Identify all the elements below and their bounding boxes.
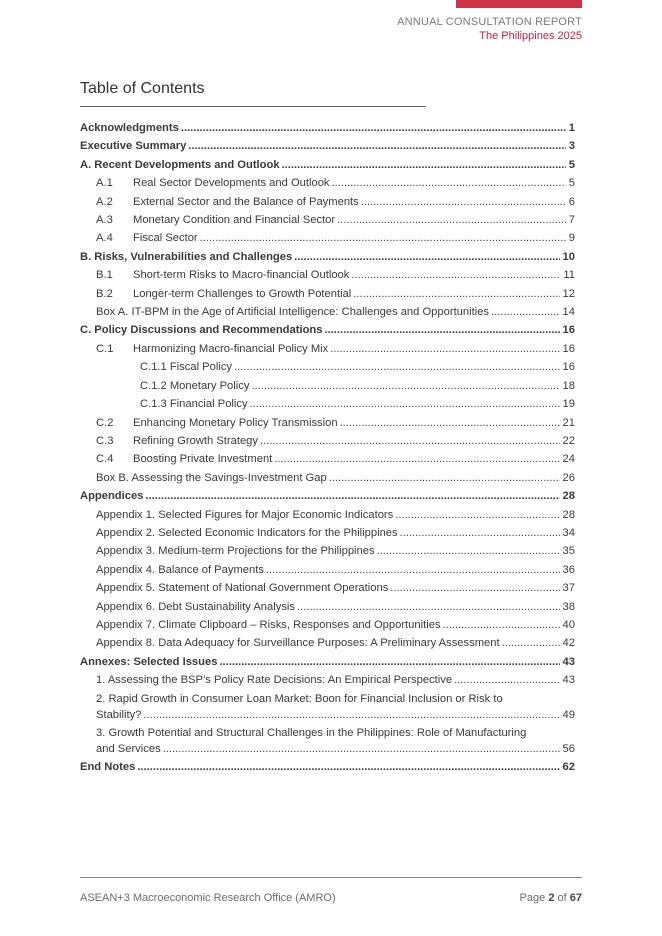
dot-leader (332, 174, 566, 192)
toc-page-number: 9 (568, 232, 575, 245)
dot-leader (181, 119, 566, 137)
toc-entry[interactable] (80, 229, 575, 247)
toc-entry-text: End Notes (80, 760, 136, 773)
toc-entry[interactable] (80, 248, 575, 266)
dot-leader (454, 671, 559, 689)
toc-page-number: 16 (562, 342, 575, 355)
toc-entry-text: Executive Summary (80, 140, 187, 153)
dot-leader (282, 156, 566, 174)
dot-leader (377, 542, 560, 560)
toc-entry-text: 2. Rapid Growth in Consumer Loan Market: Boon for Financial Inclusion or Risk to (96, 692, 503, 705)
toc-entry-text: Stability? (96, 708, 142, 721)
dot-leader (137, 758, 559, 776)
toc-page-number: 6 (568, 195, 575, 208)
toc-entry-text: External Sector and the Balance of Payments (133, 195, 359, 208)
dot-leader (143, 707, 559, 723)
dot-leader (297, 598, 560, 616)
toc-page-number: 24 (562, 453, 575, 466)
toc-entry-text: Real Sector Developments and Outlook (133, 177, 330, 190)
toc-entry-text: Short-term Risks to Macro-financial Outlook (133, 269, 350, 282)
report-title: ANNUAL CONSULTATION REPORT (397, 16, 582, 28)
toc-entry[interactable] (80, 524, 575, 542)
toc-entry[interactable] (80, 321, 575, 339)
toc-page-number: 36 (562, 563, 575, 576)
dot-leader (163, 741, 560, 757)
dot-leader (329, 469, 560, 487)
footer-organization: ASEAN+3 Macroeconomic Research Office (AMRO) (80, 892, 336, 904)
toc-entry[interactable] (80, 724, 575, 758)
toc-page-number: 3 (568, 140, 575, 153)
dot-leader (353, 285, 559, 303)
toc-entry-text: Box B. Assessing the Savings-Investment Gap (96, 471, 327, 484)
toc-entry[interactable] (80, 561, 575, 579)
toc-page-number: 40 (562, 618, 575, 631)
toc-page-number: 49 (562, 708, 575, 721)
toc-entry-text: Box A. IT-BPM in the Age of Artificial Intelligence: Challenges and Opportunities (96, 306, 490, 319)
dot-leader (234, 358, 560, 376)
toc-entry-number: C.2 (96, 416, 114, 429)
toc-entry-number: B.1 (96, 269, 113, 282)
toc-entry-text: Fiscal Sector (133, 232, 198, 245)
toc-page-number: 43 (562, 674, 575, 687)
toc-page-number: 11 (563, 269, 575, 282)
toc-entry[interactable] (80, 579, 575, 597)
toc-entry[interactable] (80, 193, 575, 211)
toc-entry-number: A.4 (96, 232, 113, 245)
dot-leader (390, 579, 559, 597)
toc-entry-text: Annexes: Selected Issues (80, 655, 218, 668)
toc-entry[interactable] (80, 395, 575, 413)
toc-entry-text: 1. Assessing the BSP’s Policy Rate Decisions: An Empirical Perspective (96, 674, 453, 687)
footer-divider (80, 877, 582, 878)
dot-leader (337, 211, 566, 229)
dot-leader (400, 524, 560, 542)
toc-entry[interactable] (80, 469, 575, 487)
toc-entry[interactable] (80, 616, 575, 634)
toc-entry[interactable] (80, 758, 575, 776)
toc-entry-text: Refining Growth Strategy (133, 434, 258, 447)
dot-leader (491, 303, 560, 321)
toc-page-number: 35 (562, 545, 575, 558)
toc-page-number: 7 (568, 214, 575, 227)
toc-entry[interactable] (80, 377, 575, 395)
toc-entry-text: Boosting Private Investment (133, 453, 273, 466)
toc-entry[interactable] (80, 450, 575, 468)
toc-entry-text: Appendix 8. Data Adequacy for Surveillance Purposes: A Preliminary Assessment (96, 637, 500, 650)
toc-entry-text: Appendix 2. Selected Economic Indicators for the Philippines (96, 526, 398, 539)
dot-leader (188, 137, 565, 155)
toc-entry[interactable] (80, 137, 575, 155)
dot-leader (145, 487, 559, 505)
toc-entry[interactable] (80, 653, 575, 671)
table-of-contents (80, 119, 575, 776)
toc-entry-number: C.4 (96, 453, 114, 466)
toc-entry-text: C.1.1 Fiscal Policy (140, 361, 233, 374)
toc-page-number: 22 (562, 434, 575, 447)
toc-entry-text: and Services (96, 742, 161, 755)
toc-page-number: 28 (562, 508, 575, 521)
toc-entry[interactable] (80, 487, 575, 505)
dot-leader (294, 248, 559, 266)
dot-leader (250, 395, 560, 413)
toc-page-number: 16 (562, 361, 575, 374)
title-divider (80, 106, 426, 107)
toc-page-number: 1 (568, 122, 575, 134)
toc-entry-number: C.1 (96, 342, 114, 355)
toc-entry[interactable] (80, 598, 575, 616)
toc-page-number: 38 (562, 600, 575, 613)
toc-entry-text: Acknowledgments (80, 122, 179, 134)
dot-leader (351, 266, 560, 284)
toc-entry-text: B. Risks, Vulnerabilities and Challenges (80, 250, 293, 263)
toc-entry[interactable] (80, 358, 575, 376)
dot-leader (361, 193, 566, 211)
toc-page-number: 16 (562, 324, 575, 337)
toc-entry-text: C. Policy Discussions and Recommendations (80, 324, 323, 337)
toc-entry[interactable] (80, 156, 575, 174)
dot-leader (443, 616, 560, 634)
toc-page-number: 62 (562, 760, 575, 773)
dot-leader (200, 229, 566, 247)
toc-entry[interactable] (80, 690, 575, 724)
toc-entry-text: Appendix 1. Selected Figures for Major Economic Indicators (96, 508, 394, 521)
toc-page-number: 14 (562, 306, 575, 319)
toc-page-number: 19 (562, 398, 575, 411)
toc-page-number: 42 (562, 637, 575, 650)
toc-entry-text: Appendix 4. Balance of Payments (96, 563, 264, 576)
toc-page-number: 26 (562, 471, 575, 484)
toc-page-number: 56 (562, 742, 575, 755)
toc-entry[interactable] (80, 174, 575, 192)
toc-entry-text: C.1.2 Monetary Policy (140, 379, 250, 392)
header-accent-bar (456, 0, 582, 8)
toc-entry-text: Appendix 6. Debt Sustainability Analysis (96, 600, 296, 613)
toc-entry[interactable] (80, 340, 575, 358)
toc-page-number: 12 (562, 287, 575, 300)
toc-page-number: 5 (568, 158, 575, 171)
toc-page-number: 10 (562, 250, 575, 263)
toc-entry-text: Harmonizing Macro-financial Policy Mix (133, 342, 329, 355)
toc-entry[interactable] (80, 266, 575, 284)
toc-entry[interactable] (80, 303, 575, 321)
toc-title: Table of Contents (80, 80, 205, 97)
dot-leader (324, 321, 559, 339)
toc-page-number: 37 (562, 582, 575, 595)
toc-page-number: 5 (568, 177, 575, 190)
dot-leader (330, 340, 559, 358)
dot-leader (274, 450, 559, 468)
toc-page-number: 43 (562, 655, 575, 668)
toc-entry[interactable] (80, 506, 575, 524)
toc-entry-number: A.3 (96, 214, 113, 227)
toc-entry-number: A.1 (96, 177, 113, 190)
dot-leader (260, 432, 560, 450)
toc-entry[interactable] (80, 671, 575, 689)
toc-entry[interactable] (80, 634, 575, 652)
report-subtitle: The Philippines 2025 (479, 30, 582, 42)
dot-leader (266, 561, 560, 579)
dot-leader (219, 653, 559, 671)
toc-entry-text: C.1.3 Financial Policy (140, 398, 248, 411)
toc-entry-text: Appendix 5. Statement of National Government Operations (96, 582, 389, 595)
toc-entry[interactable] (80, 542, 575, 560)
toc-page-number: 28 (562, 490, 575, 503)
toc-page-number: 34 (562, 526, 575, 539)
toc-entry-text: Monetary Condition and Financial Sector (133, 214, 336, 227)
toc-entry[interactable] (80, 414, 575, 432)
toc-entry[interactable] (80, 285, 575, 303)
toc-page-number: 18 (562, 379, 575, 392)
toc-entry-text: 3. Growth Potential and Structural Challenges in the Philippines: Role of Manufacturing (96, 726, 527, 739)
toc-entry-text: Appendix 3. Medium-term Projections for the Philippines (96, 545, 375, 558)
toc-entry[interactable] (80, 211, 575, 229)
toc-entry[interactable] (80, 119, 575, 137)
toc-entry-number: A.2 (96, 195, 113, 208)
toc-entry-text: A. Recent Developments and Outlook (80, 158, 280, 171)
footer-page-number: Page 2 of 67 (519, 892, 582, 904)
toc-entry-text: Appendix 7. Climate Clipboard – Risks, Responses and Opportunities (96, 618, 441, 631)
dot-leader (502, 634, 560, 652)
dot-leader (395, 506, 559, 524)
toc-entry-text: Longer-term Challenges to Growth Potential (133, 287, 352, 300)
toc-entry-text: Appendices (80, 490, 144, 503)
dot-leader (340, 414, 560, 432)
dot-leader (251, 377, 559, 395)
toc-entry-number: B.2 (96, 287, 113, 300)
toc-entry-number: C.3 (96, 434, 114, 447)
toc-entry[interactable] (80, 432, 575, 450)
toc-page-number: 21 (562, 416, 575, 429)
toc-entry-text: Enhancing Monetary Policy Transmission (133, 416, 338, 429)
